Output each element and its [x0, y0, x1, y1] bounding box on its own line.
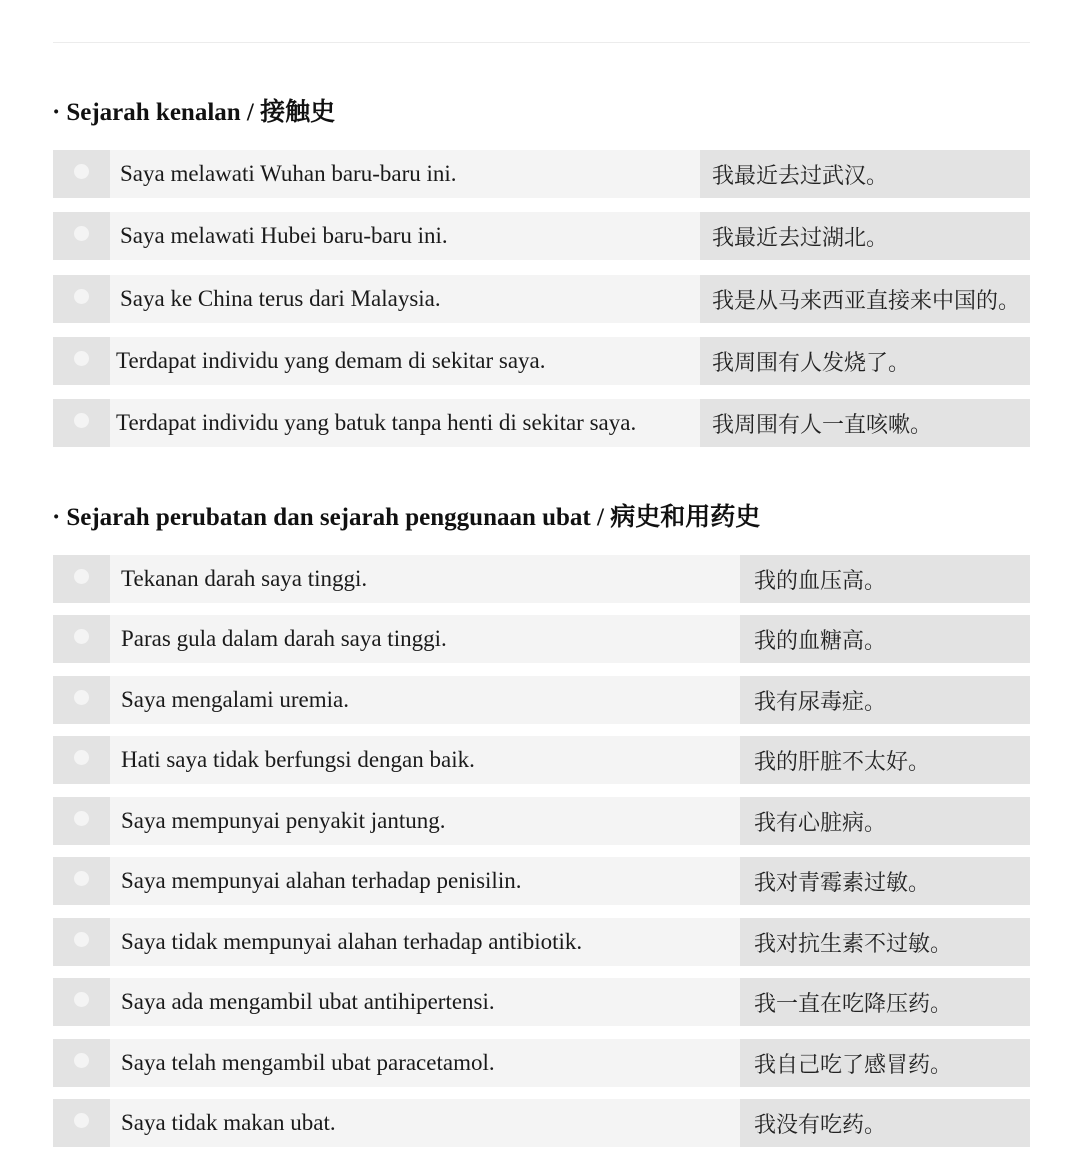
radio-button-icon[interactable]: [74, 351, 89, 366]
list-item[interactable]: [53, 1099, 1030, 1147]
chinese-phrase: 我自己吃了感冒药。: [740, 1039, 1030, 1087]
chinese-phrase: 我周围有人一直咳嗽。: [700, 399, 1030, 447]
radio-cell[interactable]: [53, 212, 110, 260]
radio-cell[interactable]: [53, 736, 110, 784]
radio-button-icon[interactable]: [74, 289, 89, 304]
radio-cell[interactable]: [53, 399, 110, 447]
chinese-phrase: 我一直在吃降压药。: [740, 978, 1030, 1026]
malay-phrase: Saya mempunyai penyakit jantung.: [110, 797, 740, 845]
radio-cell[interactable]: [53, 150, 110, 198]
list-item[interactable]: [53, 797, 1030, 845]
list-item[interactable]: [53, 1039, 1030, 1087]
malay-phrase: Terdapat individu yang demam di sekitar saya.: [110, 337, 700, 385]
section-title-text: Sejarah kenalan / 接触史: [66, 99, 336, 126]
bullet: ·: [52, 99, 61, 126]
radio-cell[interactable]: [53, 1099, 110, 1147]
list-item[interactable]: [53, 676, 1030, 724]
list-item[interactable]: [53, 615, 1030, 663]
malay-phrase: Saya melawati Wuhan baru-baru ini.: [110, 150, 700, 198]
malay-phrase: Saya ke China terus dari Malaysia.: [110, 275, 700, 323]
malay-phrase: Terdapat individu yang batuk tanpa henti di sekitar saya.: [110, 399, 700, 447]
list-item[interactable]: [53, 918, 1030, 966]
radio-button-icon[interactable]: [74, 413, 89, 428]
malay-phrase: Saya tidak makan ubat.: [110, 1099, 740, 1147]
chinese-phrase: 我的血压高。: [740, 555, 1030, 603]
malay-phrase: Saya ada mengambil ubat antihipertensi.: [110, 978, 740, 1026]
list-item[interactable]: [53, 275, 1030, 323]
radio-button-icon[interactable]: [74, 811, 89, 826]
chinese-phrase: 我是从马来西亚直接来中国的。: [700, 275, 1030, 323]
radio-cell[interactable]: [53, 615, 110, 663]
radio-button-icon[interactable]: [74, 992, 89, 1007]
radio-cell[interactable]: [53, 275, 110, 323]
chinese-phrase: 我周围有人发烧了。: [700, 337, 1030, 385]
chinese-phrase: 我对抗生素不过敏。: [740, 918, 1030, 966]
malay-phrase: Saya mengalami uremia.: [110, 676, 740, 724]
section-title-contact-history: [52, 92, 335, 128]
radio-button-icon[interactable]: [74, 932, 89, 947]
chinese-phrase: 我对青霉素过敏。: [740, 857, 1030, 905]
radio-button-icon[interactable]: [74, 164, 89, 179]
malay-phrase: Hati saya tidak berfungsi dengan baik.: [110, 736, 740, 784]
radio-cell[interactable]: [53, 1039, 110, 1087]
malay-phrase: Paras gula dalam darah saya tinggi.: [110, 615, 740, 663]
radio-cell[interactable]: [53, 676, 110, 724]
radio-cell[interactable]: [53, 337, 110, 385]
list-item[interactable]: [53, 978, 1030, 1026]
chinese-phrase: 我最近去过湖北。: [700, 212, 1030, 260]
radio-button-icon[interactable]: [74, 1113, 89, 1128]
radio-cell[interactable]: [53, 978, 110, 1026]
bullet: ·: [52, 504, 61, 531]
radio-button-icon[interactable]: [74, 226, 89, 241]
radio-cell[interactable]: [53, 918, 110, 966]
malay-phrase: Saya telah mengambil ubat paracetamol.: [110, 1039, 740, 1087]
malay-phrase: Saya mempunyai alahan terhadap penisilin.: [110, 857, 740, 905]
malay-phrase: Saya melawati Hubei baru-baru ini.: [110, 212, 700, 260]
radio-cell[interactable]: [53, 797, 110, 845]
radio-button-icon[interactable]: [74, 871, 89, 886]
chinese-phrase: 我有尿毒症。: [740, 676, 1030, 724]
list-item[interactable]: [53, 337, 1030, 385]
radio-cell[interactable]: [53, 857, 110, 905]
list-item[interactable]: [53, 736, 1030, 784]
radio-button-icon[interactable]: [74, 629, 89, 644]
radio-button-icon[interactable]: [74, 1053, 89, 1068]
list-item[interactable]: [53, 399, 1030, 447]
radio-cell[interactable]: [53, 555, 110, 603]
top-divider: [53, 42, 1030, 43]
chinese-phrase: 我没有吃药。: [740, 1099, 1030, 1147]
list-item[interactable]: [53, 555, 1030, 603]
list-item[interactable]: [53, 150, 1030, 198]
list-item[interactable]: [53, 857, 1030, 905]
malay-phrase: Tekanan darah saya tinggi.: [110, 555, 740, 603]
chinese-phrase: 我最近去过武汉。: [700, 150, 1030, 198]
chinese-phrase: 我的肝脏不太好。: [740, 736, 1030, 784]
radio-button-icon[interactable]: [74, 690, 89, 705]
radio-button-icon[interactable]: [74, 750, 89, 765]
malay-phrase: Saya tidak mempunyai alahan terhadap antibiotik.: [110, 918, 740, 966]
section-title-medical-history: [52, 497, 760, 533]
chinese-phrase: 我有心脏病。: [740, 797, 1030, 845]
section-title-text: Sejarah perubatan dan sejarah penggunaan ubat / 病史和用药史: [66, 504, 761, 531]
radio-button-icon[interactable]: [74, 569, 89, 584]
chinese-phrase: 我的血糖高。: [740, 615, 1030, 663]
list-item[interactable]: [53, 212, 1030, 260]
